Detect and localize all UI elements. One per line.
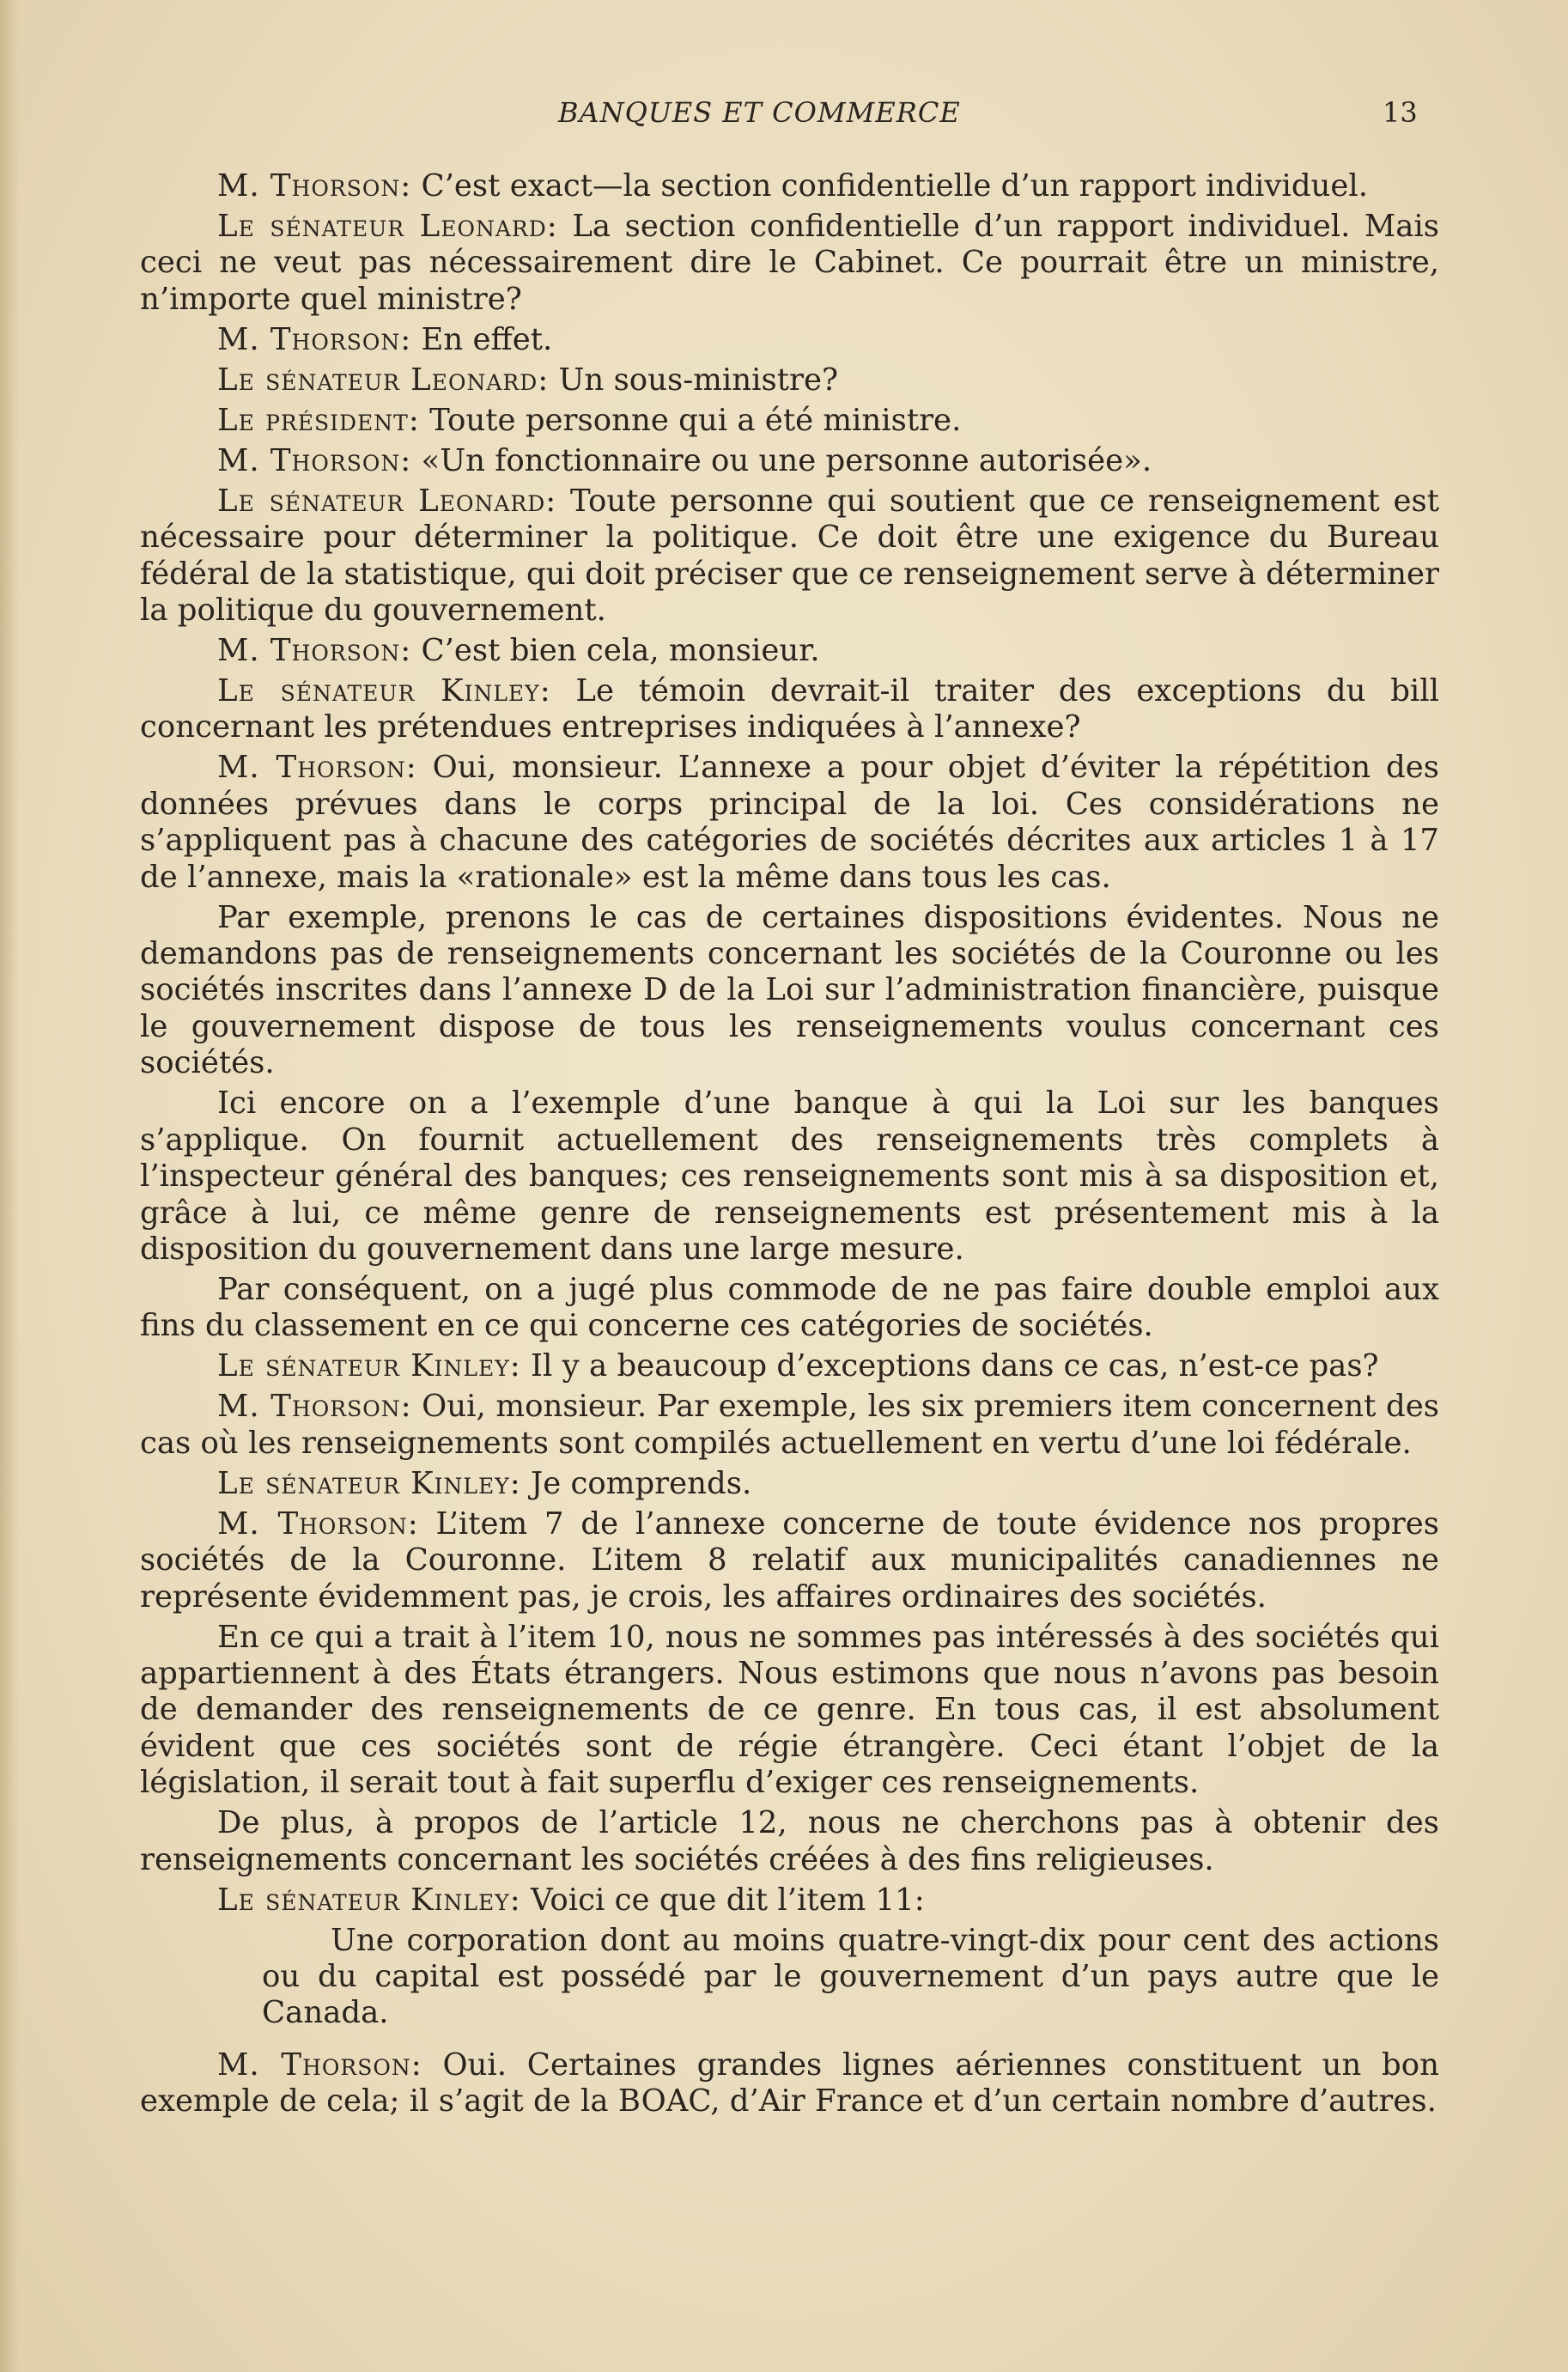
speaker: M. Thorson: — [217, 442, 412, 478]
paragraph-text: Oui, monsieur. Par exemple, les six premiers item concernent des cas où les renseignements sont compilés actuellement en vertu d’une loi fédérale. — [140, 1389, 1439, 1461]
paragraph — [140, 900, 1439, 1082]
running-head — [0, 96, 1568, 134]
speaker: Le président: — [217, 402, 420, 438]
paragraph — [140, 1882, 1439, 1919]
speaker: M. Thorson: — [217, 2047, 422, 2083]
paragraph — [140, 209, 1439, 318]
speaker: M. Thorson: — [217, 633, 412, 669]
paragraph — [140, 633, 1439, 669]
speaker: Le sénateur Kinley: — [217, 673, 551, 709]
paragraph — [140, 322, 1439, 358]
paragraph-text: En ce qui a trait à l’item 10, nous ne sommes pas intéressés à des sociétés qui appartiennent à des États étrangers. Nous estimons que nous n’avons pas besoin de demander des renseignements de ce genre. En tous cas, il est absolument évident que ces sociétés sont de régie étrangère. Ceci étant l’objet de la législation, il serait tout à fait superflu d’exiger ces renseignements. — [140, 1619, 1439, 1801]
speaker: Le sénateur Kinley: — [217, 1348, 521, 1384]
paragraph — [140, 443, 1439, 479]
speaker: Le sénateur Leonard: — [217, 483, 557, 519]
paragraph — [140, 1086, 1439, 1268]
paragraph-text: Oui. Certaines grandes lignes aériennes constituent un bon exemple de cela; il s’agit de la BOAC, d’Air France et d’un certain nombre d’autres. — [140, 2047, 1439, 2120]
paragraph — [140, 673, 1439, 746]
paragraph-text: C’est bien cela, monsieur. — [411, 633, 820, 669]
block-quote — [140, 1923, 1439, 2032]
paragraph-text: La section confidentielle d’un rapport individuel. Mais ceci ne veut pas nécessairement dire le Cabinet. Ce pourrait être un ministre, n’importe quel ministre? — [140, 209, 1440, 317]
running-title: BANQUES ET COMMERCE — [558, 96, 961, 129]
quote-text: Une corporation dont au moins quatre-vingt-dix pour cent des actions ou du capital est possédé par le gouvernement d’un pays autre que le Canada. — [262, 1922, 1439, 2031]
paragraph-text: Un sous-ministre? — [549, 362, 838, 398]
speaker: M. Thorson: — [217, 1505, 419, 1542]
paragraph — [140, 1272, 1439, 1345]
paragraph — [140, 750, 1439, 896]
paragraph — [140, 1348, 1439, 1384]
paragraph — [140, 403, 1439, 439]
paragraph-text: L’item 7 de l’annexe concerne de toute évidence nos propres sociétés de la Couronne. L’item 8 relatif aux municipalités canadiennes ne représente évidemment pas, je crois, les affaires ordinaires des sociétés. — [140, 1505, 1439, 1615]
speaker: Le sénateur Leonard: — [217, 362, 550, 398]
paragraph — [140, 1506, 1439, 1615]
paragraph — [140, 362, 1439, 398]
paragraph — [140, 168, 1439, 204]
paragraph-text: Ici encore on a l’exemple d’une banque à qui la Loi sur les banques s’applique. On fournit actuellement des renseignements très complets à l’inspecteur général des banques; ces renseignements sont mis à sa disposition et, grâce à lui, ce même genre de renseignements est présentement mis à la disposition du gouvernement dans une large mesure. — [140, 1086, 1439, 1267]
speaker: Le sénateur Kinley: — [217, 1465, 521, 1501]
paragraph-text: Il y a beaucoup d’exceptions dans ce cas, n’est-ce pas? — [520, 1348, 1379, 1384]
speaker: M. Thorson: — [217, 1389, 412, 1425]
speaker: M. Thorson: — [217, 168, 412, 204]
paragraph — [140, 1389, 1439, 1462]
speaker: M. Thorson: — [217, 321, 412, 357]
speaker: M. Thorson: — [217, 750, 417, 786]
paragraph-text: En effet. — [411, 321, 553, 357]
speaker: Le sénateur Leonard: — [217, 209, 558, 244]
paragraph — [140, 1466, 1439, 1502]
spine-shadow — [0, 0, 19, 2372]
paragraph-text: Le témoin devrait-il traiter des exceptions du bill concernant les prétendues entreprises indiquées à l’annexe? — [140, 673, 1439, 745]
paragraph-text: «Un fonctionnaire ou une personne autorisée». — [411, 442, 1152, 478]
paragraph-text: C’est exact—la section confidentielle d’un rapport individuel. — [411, 168, 1369, 204]
paragraph-text: De plus, à propos de l’article 12, nous ne cherchons pas à obtenir des renseignements concernant les sociétés créées à des fins religieuses. — [140, 1805, 1439, 1877]
page-number: 13 — [1383, 96, 1418, 129]
paragraph-text: Par exemple, prenons le cas de certaines dispositions évidentes. Nous ne demandons pas de renseignements concernant les sociétés de la Couronne ou les sociétés inscrites dans l’annexe D de la Loi sur l’administration financière, puisque le gouvernement dispose de tous les renseignements voulus concernant ces sociétés. — [140, 899, 1439, 1081]
body-text — [140, 168, 1439, 2124]
paragraph — [140, 484, 1439, 629]
paragraph — [140, 1620, 1439, 1802]
paragraph-text: Toute personne qui a été ministre. — [419, 402, 962, 438]
paragraph — [140, 2047, 1439, 2120]
paragraph-text: Oui, monsieur. L’annexe a pour objet d’éviter la répétition des données prévues dans le corps principal de la loi. Ces considérations ne s’appliquent pas à chacune des catégories de sociétés décrites aux articles 1 à 17 de l’annexe, mais la «rationale» est la même dans tous les cas. — [140, 750, 1439, 895]
paragraph — [140, 1805, 1439, 1878]
paragraph-text: Par conséquent, on a jugé plus commode de ne pas faire double emploi aux fins du classement en ce qui concerne ces catégories de sociétés. — [140, 1271, 1439, 1344]
paragraph-text: Je comprends. — [520, 1465, 752, 1501]
speaker: Le sénateur Kinley: — [217, 1882, 521, 1918]
paragraph-text: Toute personne qui soutient que ce renseignement est nécessaire pour déterminer la politique. Ce doit être une exigence du Bureau fédéral de la statistique, qui doit préciser que ce renseignement serve à déterminer la politique du gouvernement. — [140, 483, 1439, 629]
paragraph-text: Voici ce que dit l’item 11: — [520, 1882, 925, 1918]
